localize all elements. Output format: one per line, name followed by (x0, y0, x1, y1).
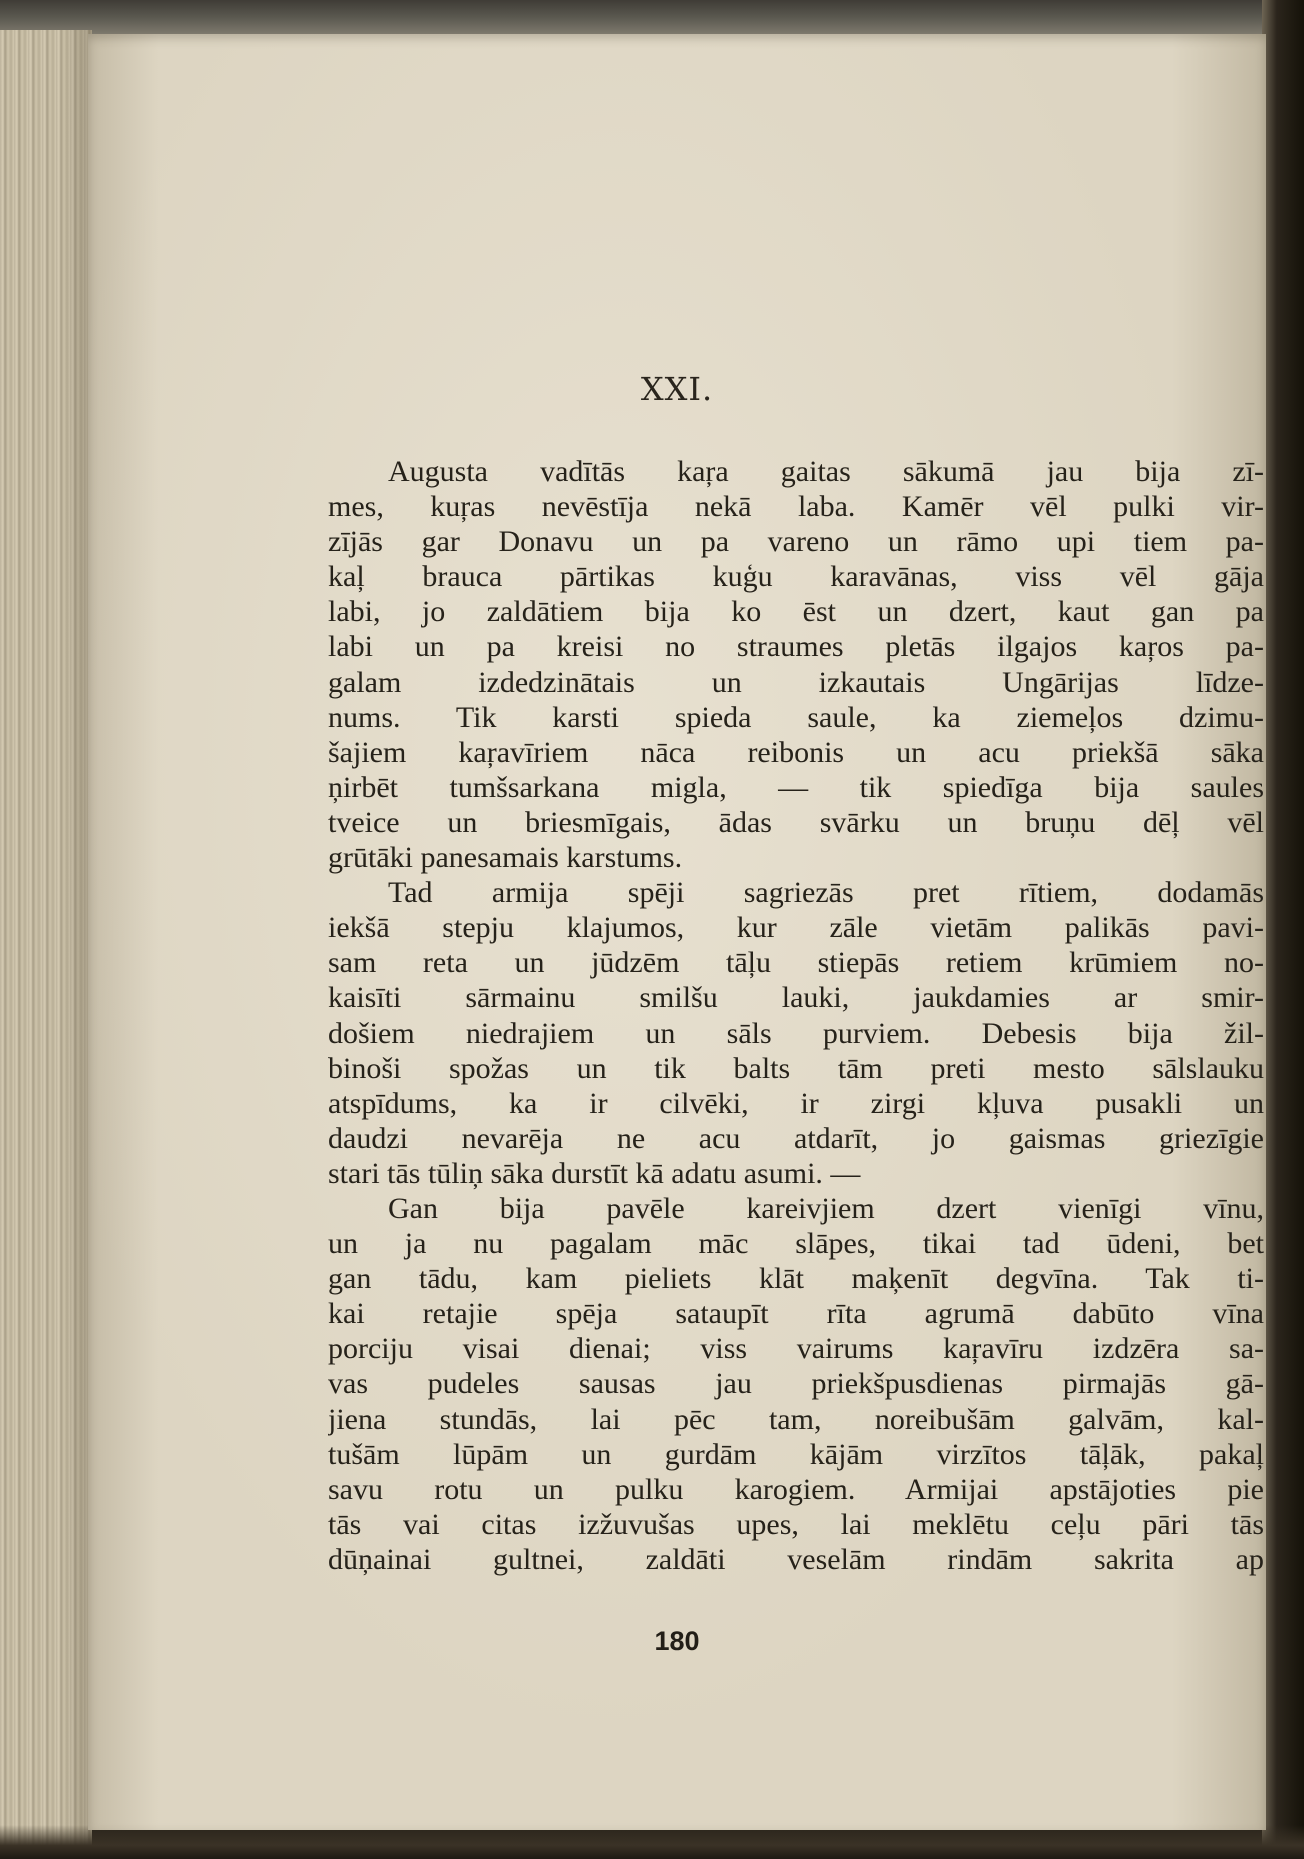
page-edges (0, 30, 92, 1859)
text-line: zījās gar Donavu un pa vareno un rāmo upi tiem pa- (328, 525, 1264, 559)
text-line: tveice un briesmīgais, ādas svārku un bruņu dēļ vēl (328, 805, 1264, 839)
text-line: šajiem kaŗavīriem nāca reibonis un acu priekšā sāka (328, 735, 1264, 769)
text-line: nums. Tik karsti spieda saule, ka ziemeļos dzimu- (328, 700, 1264, 734)
text-line: kai retajie spēja sataupīt rīta agrumā dabūto vīna (328, 1297, 1264, 1331)
text-line: vas pudeles sausas jau priekšpusdienas pirmajās gā- (328, 1367, 1264, 1401)
text-line: kaļ brauca pārtikas kuģu karavānas, viss vēl gāja (328, 560, 1264, 594)
text-line: mes, kuŗas nevēstīja nekā laba. Kamēr vēl pulki vir- (328, 490, 1264, 524)
chapter-title: XXI. (640, 370, 714, 408)
text-line: un ja nu pagalam māc slāpes, tikai tad ūdeni, bet (328, 1227, 1264, 1261)
text-line: Gan bija pavēle kareivjiem dzert vienīgi vīnu, (388, 1191, 1264, 1225)
text-line: grūtāki panesamais karstums. (328, 841, 683, 875)
text-line: binoši spožas un tik balts tām preti mesto sālslauku (328, 1051, 1264, 1085)
page-number: 180 (654, 1626, 700, 1656)
text-line: stari tās tūliņ sāka durstīt kā adatu asumi. — (328, 1156, 861, 1190)
text-line: Augusta vadītās kaŗa gaitas sākumā jau bija zī- (388, 455, 1264, 488)
text-line: porciju visai dienai; viss vairums kaŗavīru izdzēra sa- (328, 1332, 1264, 1366)
text-line: dūņainai gultnei, zaldāti veselām rindām sakrita ap (328, 1542, 1264, 1576)
text-line: daudzi nevarēja ne acu atdarīt, jo gaismas griezīgie (328, 1121, 1264, 1155)
page-bottom-edge (0, 1825, 1304, 1859)
book-page (88, 34, 1266, 1830)
text-line: ņirbēt tumšsarkana migla, — tik spiedīga bija saules (328, 770, 1264, 804)
text-line: tušām lūpām un gurdām kājām virzītos tāļāk, pakaļ (328, 1437, 1264, 1471)
page-right-edge (1262, 0, 1304, 1859)
text-line: jiena stundās, lai pēc tam, noreibušām galvām, kal- (328, 1402, 1264, 1436)
text-line: iekšā stepju klajumos, kur zāle vietām palikās pavi- (328, 911, 1264, 945)
text-line: labi, jo zaldātiem bija ko ēst un dzert, kaut gan pa (328, 595, 1264, 629)
text-line: Tad armija spēji sagriezās pret rītiem, dodamās (388, 876, 1264, 910)
text-line: atspīdums, ka ir cilvēki, ir zirgi kļuva pusakli un (328, 1086, 1264, 1120)
text-line: sam reta un jūdzēm tāļu stiepās retiem krūmiem no- (328, 946, 1264, 980)
text-line: savu rotu un pulku karogiem. Armijai apstājoties pie (328, 1472, 1264, 1506)
text-line: labi un pa kreisi no straumes pletās ilgajos kaŗos pa- (328, 630, 1264, 664)
text-line: kaisīti sārmainu smilšu lauki, jaukdamies ar smir- (328, 981, 1264, 1015)
text-line: gan tādu, kam pieliets klāt maķenīt degvīna. Tak ti- (328, 1262, 1264, 1296)
text-line: došiem niedrajiem un sāls purviem. Debesis bija žil- (328, 1016, 1264, 1050)
text-line: galam izdedzinātais un izkautais Ungārijas līdze- (328, 665, 1264, 699)
text-line: tās vai citas izžuvušas upes, lai meklētu ceļu pāri tās (328, 1507, 1264, 1541)
body-text (328, 454, 1264, 1577)
